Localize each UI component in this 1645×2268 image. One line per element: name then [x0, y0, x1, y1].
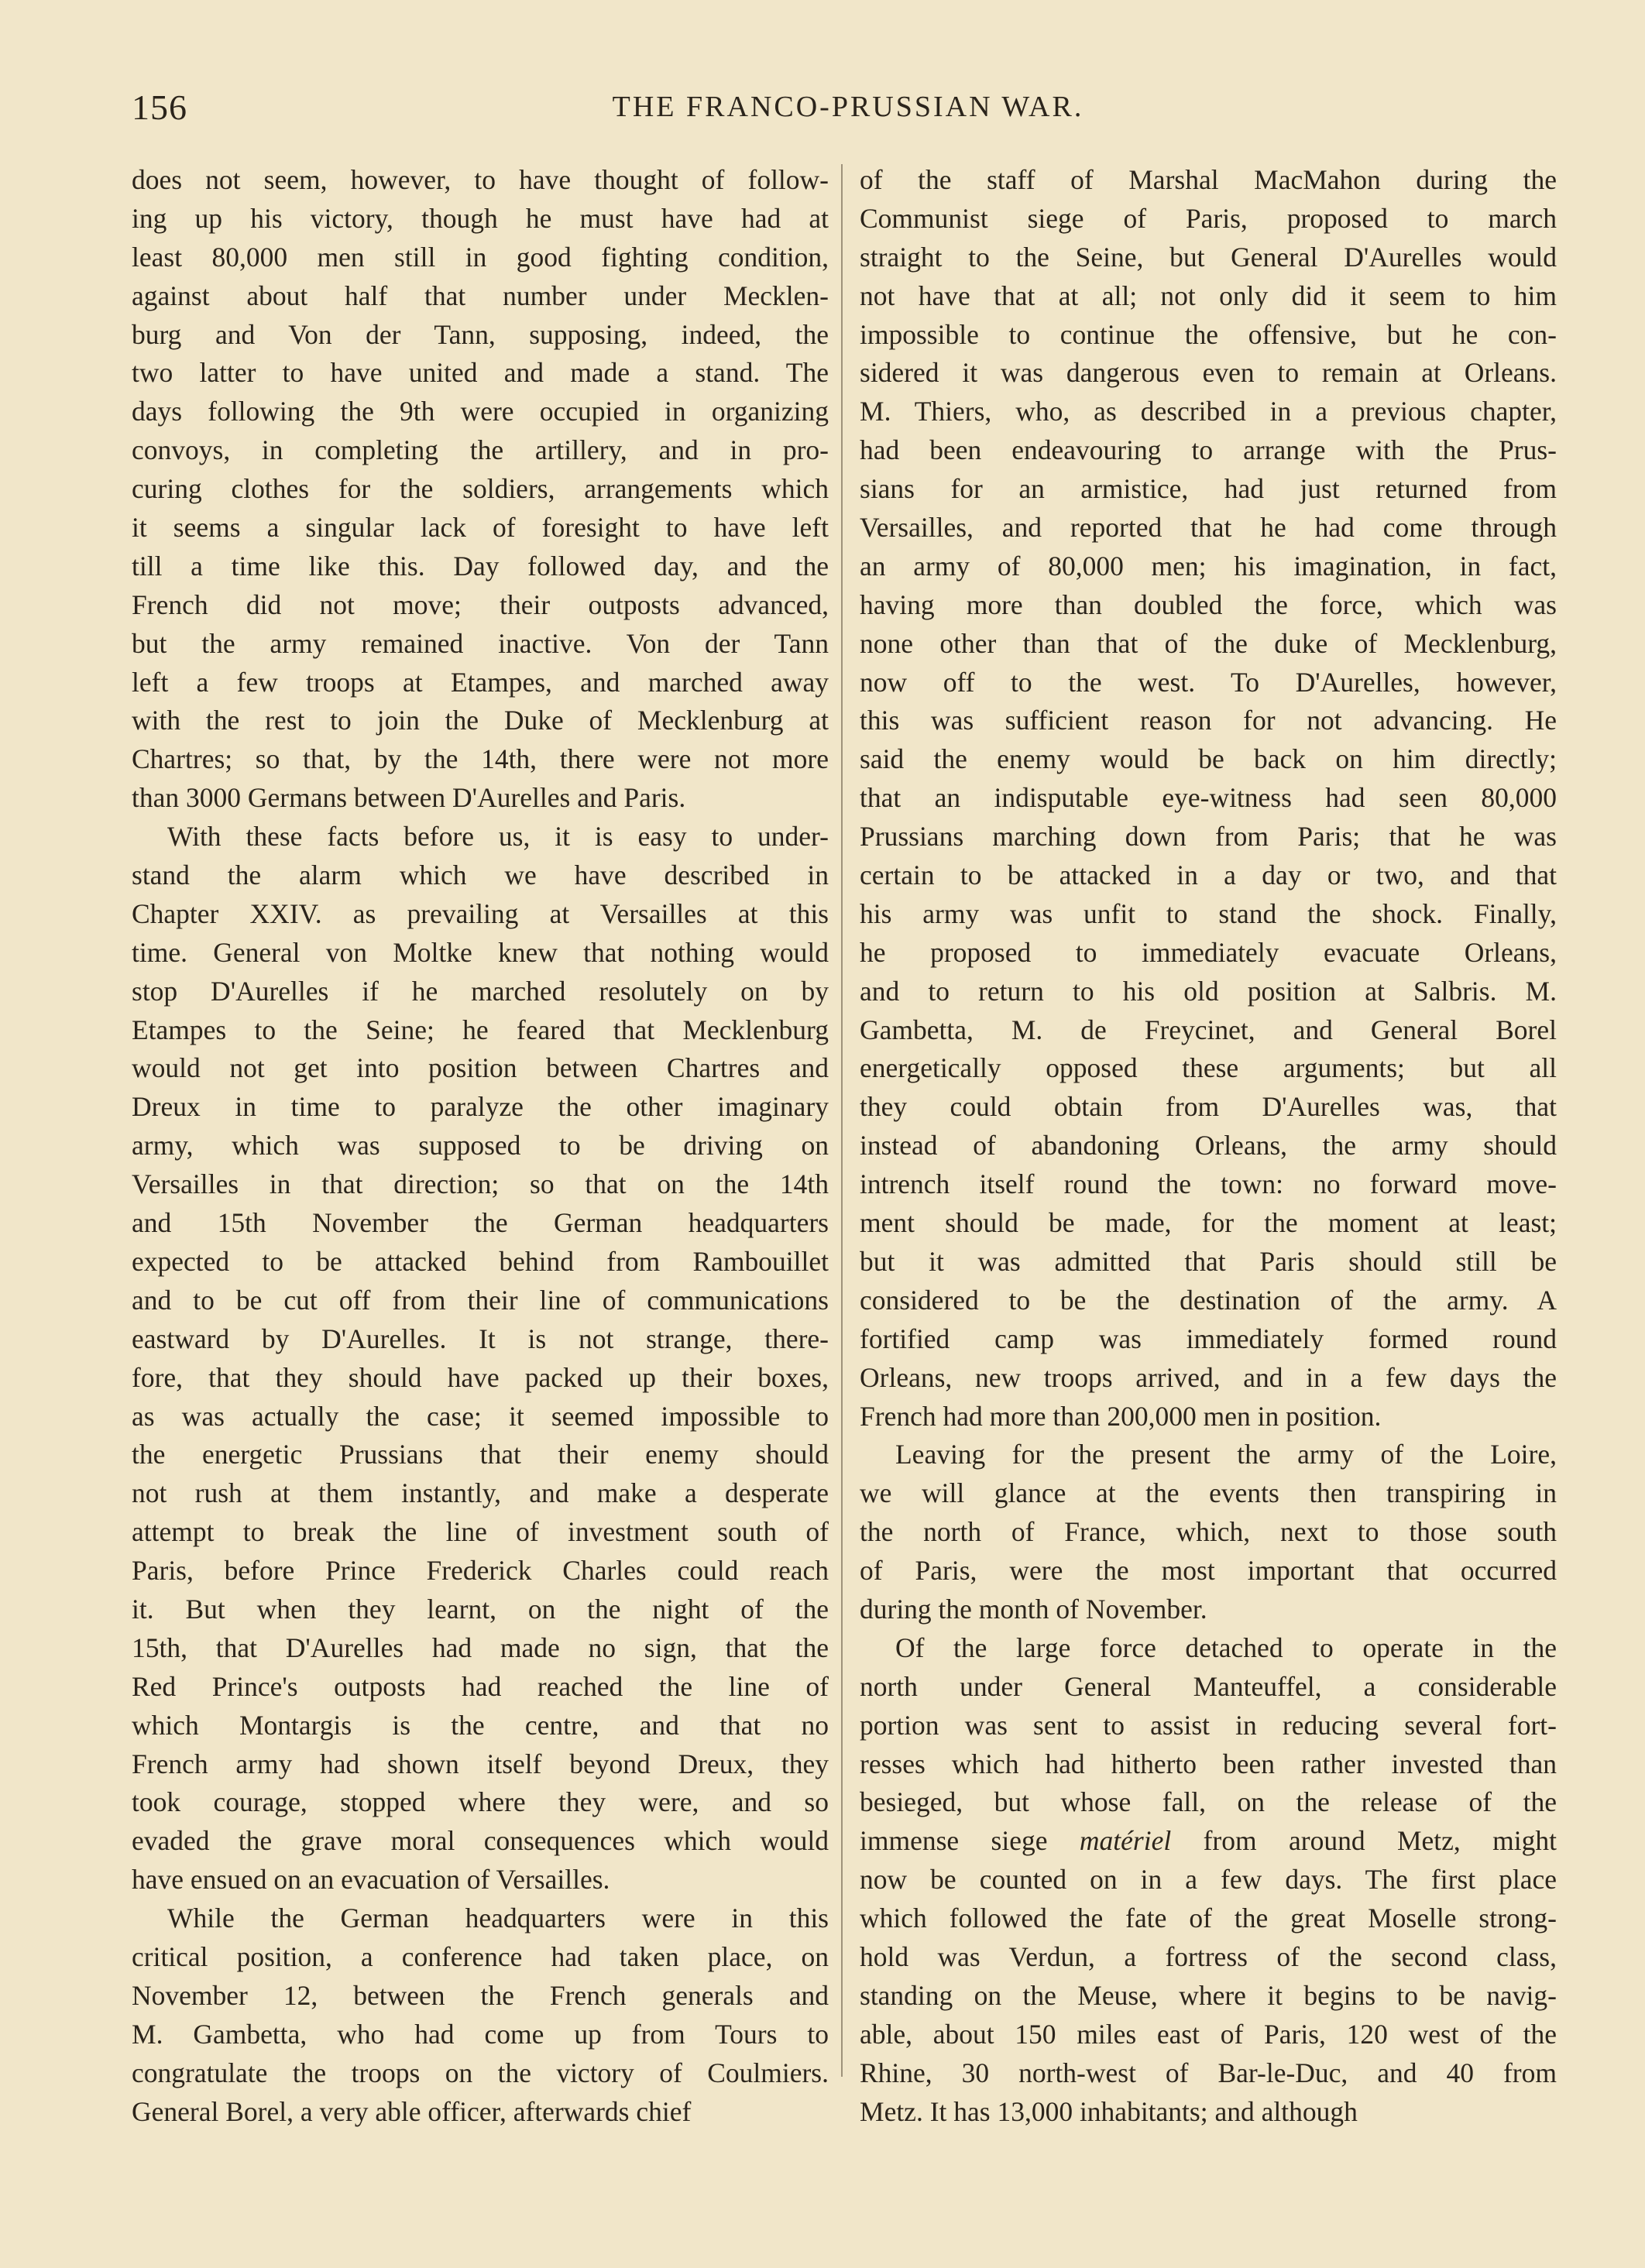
text-line: immense siege matériel from around Metz, might — [860, 1825, 1557, 1857]
text-line: which followed the fate of the great Moselle strong- — [860, 1903, 1557, 1934]
text-line: M. Thiers, who, as described in a previous chapter, — [860, 396, 1557, 427]
text-line: Versailles, and reported that he had come through — [860, 512, 1557, 544]
text-line: straight to the Seine, but General D'Aurelles would — [860, 241, 1557, 273]
text-line: Red Prince's outposts had reached the line of — [132, 1670, 829, 1702]
text-line: impossible to continue the offensive, but he con- — [860, 318, 1557, 350]
text-line: critical position, a conference had taken place, on — [132, 1940, 829, 1972]
text-line: ment should be made, for the moment at least; — [860, 1207, 1557, 1239]
text-line: of the staff of Marshal MacMahon during the — [860, 164, 1557, 195]
text-line: stop D'Aurelles if he marched resolutely on by — [132, 975, 829, 1007]
running-head: THE FRANCO-PRUSSIAN WAR. — [612, 91, 1084, 123]
text-line: least 80,000 men still in good fighting condition, — [132, 241, 829, 273]
text-line: certain to be attacked in a day or two, and that — [860, 860, 1557, 891]
text-line: now off to the west. To D'Aurelles, however, — [860, 666, 1557, 698]
text-line: Metz. It has 13,000 inhabitants; and although — [860, 2095, 1358, 2127]
text-line: which Montargis is the centre, and that no — [132, 1709, 829, 1741]
text-line: Chapter XXIV. as prevailing at Versailles at this — [132, 897, 829, 929]
text-line: standing on the Meuse, where it begins to be navig- — [860, 1979, 1557, 2011]
text-line: Gambetta, M. de Freycinet, and General Borel — [860, 1014, 1557, 1045]
text-line: eastward by D'Aurelles. It is not strange, there- — [132, 1323, 829, 1354]
text-line: and to be cut off from their line of communications — [132, 1284, 829, 1316]
text-line: expected to be attacked behind from Rambouillet — [132, 1245, 829, 1277]
text-line: Chartres; so that, by the 14th, there were not more — [132, 743, 829, 775]
text-line: hold was Verdun, a fortress of the second class, — [860, 1940, 1557, 1972]
text-line: November 12, between the French generals and — [132, 1979, 829, 2011]
text-line: Orleans, new troops arrived, and in a few days the — [860, 1361, 1557, 1393]
text-line: but the army remained inactive. Von der Tann — [132, 627, 829, 659]
text-line: convoys, in completing the artillery, and in pro- — [132, 434, 829, 466]
text-line: intrench itself round the town: no forward move- — [860, 1168, 1557, 1200]
text-line: 15th, that D'Aurelles had made no sign, that the — [132, 1632, 829, 1663]
text-line: Paris, before Prince Frederick Charles could reach — [132, 1555, 829, 1587]
text-line: said the enemy would be back on him directly; — [860, 743, 1557, 775]
text-line: Dreux in time to paralyze the other imaginary — [132, 1091, 829, 1123]
text-line: would not get into position between Chartres and — [132, 1052, 829, 1084]
text-line: fore, that they should have packed up their boxes, — [132, 1361, 829, 1393]
text-line: French had more than 200,000 men in position. — [860, 1400, 1382, 1432]
text-line: fortified camp was immediately formed round — [860, 1323, 1557, 1354]
text-line: portion was sent to assist in reducing several fort- — [860, 1709, 1557, 1741]
text-line: time. General von Moltke knew that nothing would — [132, 936, 829, 968]
text-line: of Paris, were the most important that occurred — [860, 1555, 1557, 1587]
text-line: congratulate the troops on the victory of Coulmiers. — [132, 2057, 829, 2088]
text-line: days following the 9th were occupied in organizing — [132, 396, 829, 427]
text-line: burg and Von der Tann, supposing, indeed, the — [132, 318, 829, 350]
text-line: than 3000 Germans between D'Aurelles and Paris. — [132, 782, 686, 814]
text-line: we will glance at the events then transpiring in — [860, 1477, 1557, 1509]
text-line: against about half that number under Mecklen- — [132, 280, 829, 311]
text-line: having more than doubled the force, which was — [860, 588, 1557, 620]
text-line: instead of abandoning Orleans, the army should — [860, 1130, 1557, 1161]
left-column — [132, 161, 829, 2131]
text-line: Of the large force detached to operate in the — [895, 1632, 1557, 1663]
text-line: the north of France, which, next to those south — [860, 1516, 1557, 1548]
text-line: have ensued on an evacuation of Versailles. — [132, 1864, 610, 1896]
column-divider — [841, 164, 843, 2077]
text-line: does not seem, however, to have thought of follow- — [132, 164, 829, 195]
text-line: left a few troops at Etampes, and marched away — [132, 666, 829, 698]
text-line: able, about 150 miles east of Paris, 120 west of the — [860, 2018, 1557, 2050]
text-line: his army was unfit to stand the shock. Finally, — [860, 897, 1557, 929]
text-line: the energetic Prussians that their enemy should — [132, 1439, 829, 1470]
text-line: not have that at all; not only did it seem to him — [860, 280, 1557, 311]
text-line: but it was admitted that Paris should still be — [860, 1245, 1557, 1277]
text-line: two latter to have united and made a stand. The — [132, 357, 829, 389]
text-line: this was sufficient reason for not advancing. He — [860, 705, 1557, 736]
text-line: till a time like this. Day followed day, and the — [132, 550, 829, 582]
text-line: French did not move; their outposts advanced, — [132, 588, 829, 620]
text-line: besieged, but whose fall, on the release of the — [860, 1786, 1557, 1818]
text-line: had been endeavouring to arrange with the Prus- — [860, 434, 1557, 466]
text-line: Versailles in that direction; so that on the 14th — [132, 1168, 829, 1200]
text-line: army, which was supposed to be driving on — [132, 1130, 829, 1161]
text-line: he proposed to immediately evacuate Orleans, — [860, 936, 1557, 968]
text-line: that an indisputable eye-witness had seen 80,000 — [860, 782, 1557, 814]
text-line: considered to be the destination of the army. A — [860, 1284, 1557, 1316]
right-column — [860, 161, 1557, 2131]
text-line: Leaving for the present the army of the Loire, — [895, 1439, 1557, 1470]
page-number: 156 — [132, 87, 187, 127]
text-line: energetically opposed these arguments; but all — [860, 1052, 1557, 1084]
text-line: as was actually the case; it seemed impossible to — [132, 1400, 829, 1432]
text-line: While the German headquarters were in this — [167, 1903, 829, 1934]
text-line: attempt to break the line of investment south of — [132, 1516, 829, 1548]
text-line: it seems a singular lack of foresight to have left — [132, 512, 829, 544]
text-line: they could obtain from D'Aurelles was, that — [860, 1091, 1557, 1123]
text-line: sidered it was dangerous even to remain at Orleans. — [860, 357, 1557, 389]
text-line: evaded the grave moral consequences which would — [132, 1825, 829, 1857]
text-line: curing clothes for the soldiers, arrangements which — [132, 473, 829, 505]
text-line: with the rest to join the Duke of Mecklenburg at — [132, 705, 829, 736]
text-line: an army of 80,000 men; his imagination, in fact, — [860, 550, 1557, 582]
text-line: not rush at them instantly, and make a desperate — [132, 1477, 829, 1509]
text-line: took courage, stopped where they were, and so — [132, 1786, 829, 1818]
text-line: Prussians marching down from Paris; that he was — [860, 821, 1557, 853]
text-line: during the month of November. — [860, 1593, 1207, 1625]
text-line: M. Gambetta, who had come up from Tours to — [132, 2018, 829, 2050]
text-line: Communist siege of Paris, proposed to march — [860, 202, 1557, 234]
text-line: With these facts before us, it is easy to under- — [167, 821, 829, 853]
text-line: none other than that of the duke of Mecklenburg, — [860, 627, 1557, 659]
text-line: resses which had hitherto been rather invested than — [860, 1748, 1557, 1779]
text-line: ing up his victory, though he must have had at — [132, 202, 829, 234]
text-line: French army had shown itself beyond Dreux, they — [132, 1748, 829, 1779]
text-line: now be counted on in a few days. The first place — [860, 1864, 1557, 1896]
text-line: north under General Manteuffel, a considerable — [860, 1670, 1557, 1702]
text-line: and 15th November the German headquarters — [132, 1207, 829, 1239]
text-line: and to return to his old position at Salbris. M. — [860, 975, 1557, 1007]
page-header — [132, 87, 1564, 133]
text-line: Etampes to the Seine; he feared that Mecklenburg — [132, 1014, 829, 1045]
text-line: Rhine, 30 north-west of Bar-le-Duc, and 40 from — [860, 2057, 1557, 2088]
text-line: General Borel, a very able officer, afterwards chief — [132, 2095, 692, 2127]
text-line: sians for an armistice, had just returned from — [860, 473, 1557, 505]
text-line: it. But when they learnt, on the night of the — [132, 1593, 829, 1625]
text-line: stand the alarm which we have described in — [132, 860, 829, 891]
